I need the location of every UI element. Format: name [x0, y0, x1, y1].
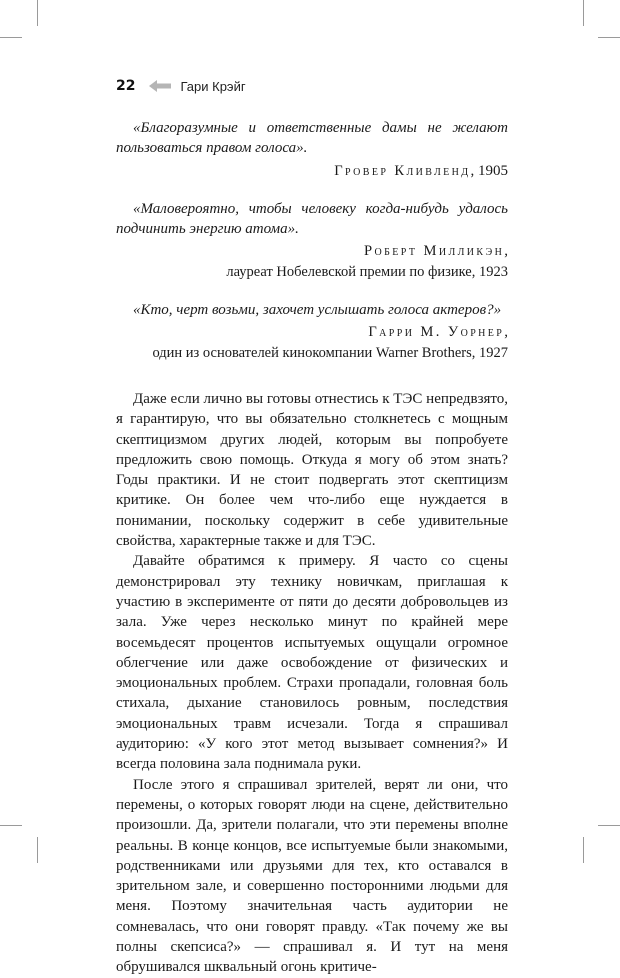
crop-mark: [37, 0, 38, 26]
crop-mark: [37, 837, 38, 863]
epigraph-author-description: лауреат Нобелевской премии по физике, 1923: [226, 263, 508, 280]
epigraph-quote: «Маловероятно, чтобы человеку когда-нибудь удалось подчинить энергию атома».: [116, 200, 508, 238]
epigraph-year: ,: [504, 324, 508, 341]
epigraph-attribution: [116, 161, 508, 181]
page-content: [116, 118, 508, 978]
epigraph-year: , 1905: [470, 162, 508, 179]
epigraph-author: Гровер Кливленд: [334, 162, 471, 179]
crop-mark: [598, 37, 620, 38]
crop-mark: [0, 37, 22, 38]
epigraph-quote: «Благоразумные и ответственные дамы не желают пользоваться правом голоса».: [116, 120, 508, 157]
running-head: Гари Крэйг: [180, 78, 246, 94]
epigraph-attribution: [116, 322, 508, 342]
epigraph-author: Роберт Милликэн: [364, 243, 505, 260]
epigraph-author-description: один из основателей кинокомпании Warner Brothers, 1927: [152, 344, 508, 361]
epigraph: [116, 300, 508, 363]
page-number: 22: [116, 78, 136, 94]
arrow-left-icon: [149, 80, 171, 92]
crop-mark: [583, 0, 584, 26]
page-header: [116, 78, 246, 94]
paragraph: Давайте обратимся к примеру. Я часто со сцены демонстрировал эту технику новичкам, приглашая к участию в эксперименте от пяти до десяти добровольцев из зала. Уже через несколько минут по крайней мере восемьдесят процентов испытуемых ощущали огромное облегчение или даже освобождение от физических и эмоциональных проблем. Страхи пропадали, головная боль стихала, дыхание становилось ровным, последствия эмоциональных травм исчезали. Тогда я спрашивал аудиторию: «У кого этот метод вызывает сомнения?» И всегда половина зала поднимала руки.: [116, 553, 508, 773]
epigraph-quote: «Кто, черт возьми, захочет услышать голоса актеров?»: [133, 302, 502, 319]
epigraph-year: ,: [504, 243, 508, 260]
epigraph: [116, 118, 508, 181]
epigraph: [116, 199, 508, 282]
crop-mark: [0, 825, 22, 826]
paragraph: После этого я спрашивал зрителей, верят ли они, что перемены, о которых говорят люди на сцене, действительно произошли. Да, зрители полагали, что эти перемены вполне реальны. В конце концов, все испытуемые были знакомыми, родственниками или друзьями для тех, кто оставался в зрительном зале, и совершенно посторонними людьми для меня. Поэтому значительная часть аудитории не сомневалась, что они говорят правду. «Так почему же вы полны скепсиса?» — спрашивал я. И тут на меня обрушивался шквальный огонь критиче-: [116, 776, 508, 976]
epigraph-author: Гарри М. Уорнер: [368, 324, 505, 341]
crop-mark: [598, 825, 620, 826]
body-text: [116, 389, 508, 978]
crop-mark: [583, 837, 584, 863]
epigraph-attribution: [116, 241, 508, 261]
paragraph: Даже если лично вы готовы отнестись к ТЭС непредвзято, я гарантирую, что вы обязательно столкнетесь с мощным скептицизмом других людей, которым вы попробуете предложить свою помощь. Откуда я могу об этом знать? Годы практики. И не стоит подвергать этот скептицизм критике. Он более чем что-либо еще нуждается в понимании, поскольку содержит в себе удивительные свойства, характерные также и для ТЭС.: [116, 390, 508, 550]
